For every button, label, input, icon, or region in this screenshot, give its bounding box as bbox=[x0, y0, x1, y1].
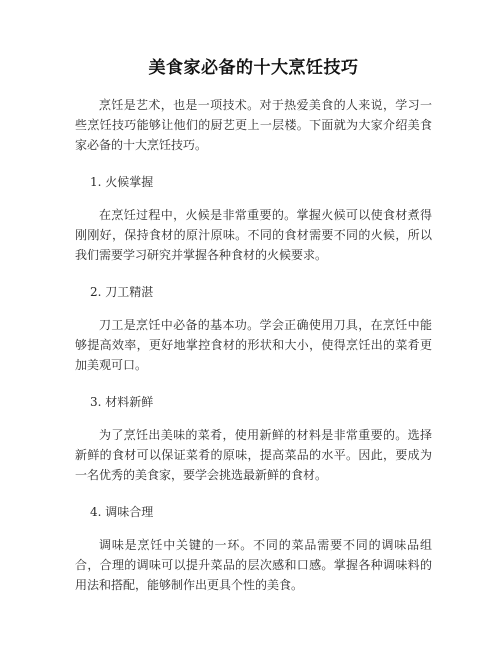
section-body: 调味是烹饪中关键的一环。不同的菜品需要不同的调味品组合，合理的调味可以提升菜品的层次感和口感。掌握各种调味料的用法和搭配，能够制作出更具个性的美食。 bbox=[75, 538, 432, 592]
section-knife-skills bbox=[75, 283, 432, 375]
intro-paragraph: 烹饪是艺术，也是一项技术。对于热爱美食的人来说，学习一些烹饪技巧能够让他们的厨艺更上一层楼。下面就为大家介绍美食家必备的十大烹饪技巧。 bbox=[75, 98, 432, 152]
section-heading: 1. 火候掌握 bbox=[90, 175, 154, 189]
section-body: 为了烹饪出美味的菜肴，使用新鲜的材料是非常重要的。选择新鲜的食材可以保证菜肴的原味，提高菜品的水平。因此，要成为一名优秀的美食家，要学会挑选最新鲜的食材。 bbox=[75, 428, 432, 482]
section-fresh-ingredients bbox=[75, 393, 432, 485]
section-body: 刀工是烹饪中必备的基本功。学会正确使用刀具，在烹饪中能够提高效率，更好地掌控食材的形状和大小，使得烹饪出的菜肴更加美观可口。 bbox=[75, 318, 432, 372]
section-heading: 2. 刀工精湛 bbox=[90, 285, 154, 299]
section-fire-control bbox=[75, 173, 432, 265]
section-seasoning bbox=[75, 503, 432, 595]
section-heading: 4. 调味合理 bbox=[90, 505, 154, 519]
document-title: 美食家必备的十大烹饪技巧 bbox=[148, 58, 359, 78]
section-body: 在烹饪过程中，火候是非常重要的。掌握火候可以使食材煮得刚刚好，保持食材的原汁原味。不同的食材需要不同的火候，所以我们需要学习研究并掌握各种食材的火候要求。 bbox=[75, 208, 432, 262]
section-heading: 3. 材料新鲜 bbox=[90, 395, 154, 409]
